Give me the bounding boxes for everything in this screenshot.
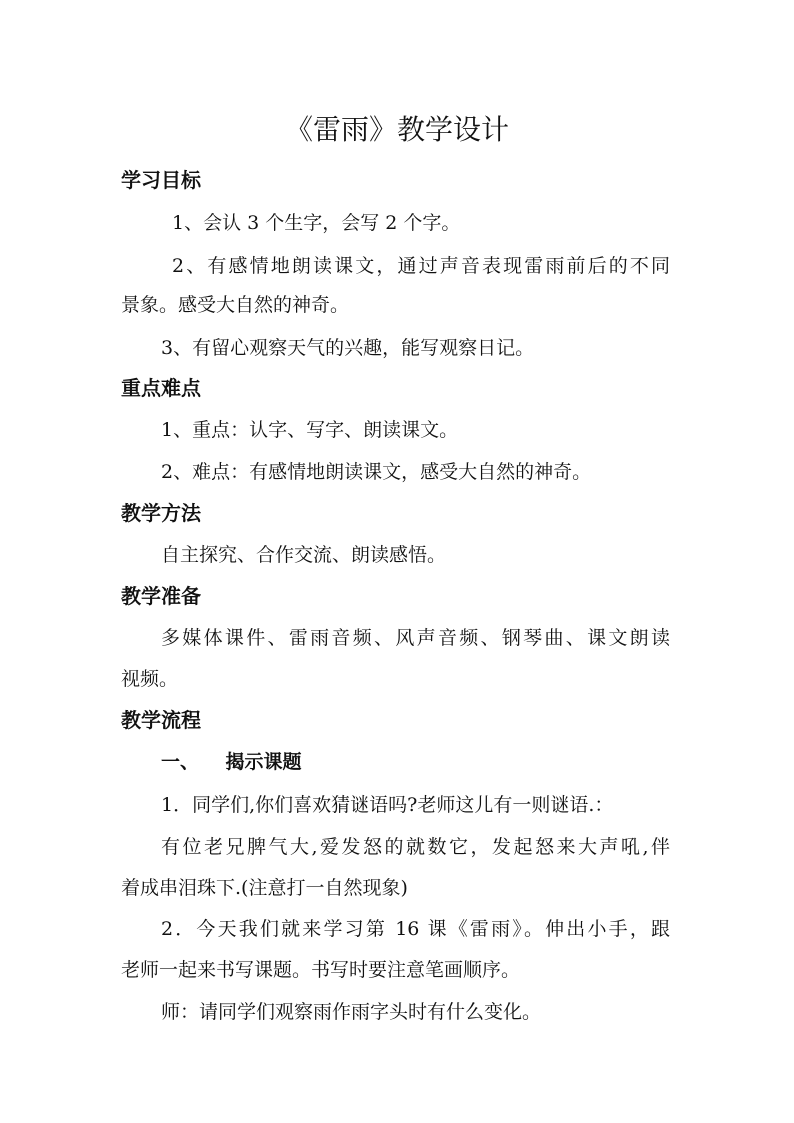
section-heading-key-points: 重点难点 bbox=[121, 376, 201, 400]
goal-item-2-line-2: 景象。感受大自然的神奇。 bbox=[121, 294, 350, 316]
section-heading-preparation: 教学准备 bbox=[121, 584, 201, 608]
process-paragraph-3-line-1: 2．今天我们就来学习第 16 课《雷雨》。伸出小手，跟 bbox=[161, 918, 670, 940]
process-paragraph-2-line-2: 着成串泪珠下.(注意打一自然现象) bbox=[121, 877, 408, 899]
goal-item-1: 1、会认 3 个生字，会写 2 个字。 bbox=[172, 212, 461, 234]
section-heading-methods: 教学方法 bbox=[121, 501, 201, 525]
process-paragraph-4: 师：请同学们观察雨作雨字头时有什么变化。 bbox=[161, 1001, 542, 1023]
key-point-2: 2、难点：有感情地朗读课文，感受大自然的神奇。 bbox=[161, 461, 592, 483]
document-title: 《雷雨》教学设计 bbox=[284, 113, 509, 146]
process-section-1-heading: 一、 揭示课题 bbox=[161, 751, 302, 773]
preparation-line-2: 视频。 bbox=[121, 668, 179, 690]
goal-item-2-line-1: 2、有感情地朗读课文，通过声音表现雷雨前后的不同 bbox=[172, 255, 670, 277]
process-paragraph-3-line-2: 老师一起来书写课题。书写时要注意笔画顺序。 bbox=[121, 959, 521, 981]
process-paragraph-1: 1．同学们,你们喜欢猜谜语吗?老师这儿有一则谜语.： bbox=[161, 794, 614, 816]
preparation-line-1: 多媒体课件、雷雨音频、风声音频、钢琴曲、课文朗读 bbox=[161, 627, 670, 649]
section-heading-process: 教学流程 bbox=[121, 708, 201, 732]
methods-text: 自主探究、合作交流、朗读感悟。 bbox=[161, 544, 447, 566]
section-heading-goals: 学习目标 bbox=[121, 168, 201, 192]
process-paragraph-2-line-1: 有位老兄脾气大,爱发怒的就数它，发起怒来大声吼,伴 bbox=[161, 836, 670, 858]
key-point-1: 1、重点：认字、写字、朗读课文。 bbox=[161, 419, 459, 441]
goal-item-3: 3、有留心观察天气的兴趣，能写观察日记。 bbox=[161, 337, 535, 359]
